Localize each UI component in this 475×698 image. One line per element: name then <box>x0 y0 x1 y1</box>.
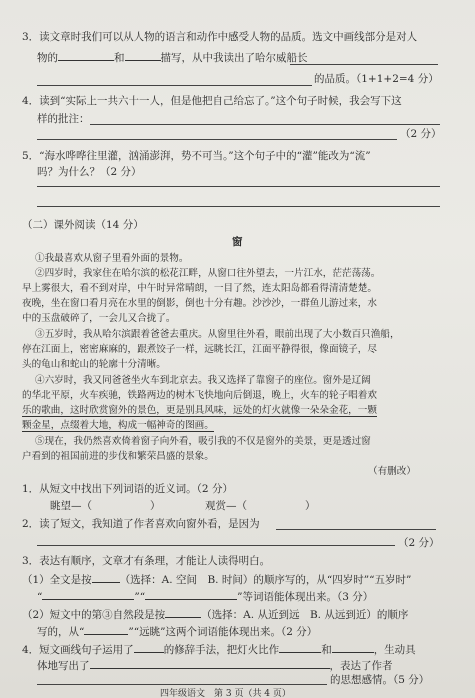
e4-text-f: ，表达了作者 <box>329 660 393 672</box>
e1-word-1 <box>50 498 161 513</box>
e2-score: （2 分） <box>398 537 440 549</box>
e1-word-2-label: 观赏—（ <box>205 500 247 512</box>
e4-blank-compare-1[interactable] <box>279 642 321 653</box>
q4-line-2: 样的批注： <box>37 113 90 125</box>
e4-answer-line[interactable] <box>37 684 327 685</box>
e1-word-2-close: ） <box>305 500 316 512</box>
passage-title: 窗 <box>232 236 243 248</box>
e3-part-1-line-1 <box>22 572 411 587</box>
q3-line-2 <box>37 50 308 65</box>
e4-text-c: 和 <box>321 644 332 656</box>
q5-answer-line-2[interactable] <box>37 206 440 207</box>
e4-text-b: 的修辞手法，把灯火比作 <box>163 644 280 656</box>
q4-answer-line-1[interactable] <box>90 124 440 125</box>
q3-blank-1[interactable] <box>58 50 114 61</box>
e1-prompt: 1．从短文中找出下列词语的近义词。（2 分） <box>22 483 233 495</box>
passage-p4-line-1: ④六岁时，我又同爸爸坐火车到北京去。我又选择了靠窗子的座位。窗外是辽阔 <box>35 375 371 386</box>
e4-text-a: 4．短文画线句子运用了 <box>22 644 134 656</box>
page-footer: 四年级语文 第 3 页（共 4 页） <box>160 689 291 698</box>
q5-line-2: 吗？为什么？（2 分） <box>37 166 142 178</box>
q4-answer-line-2[interactable] <box>37 139 397 140</box>
e3-blank-order[interactable] <box>92 572 120 583</box>
e4-text-e: 体地写出了 <box>37 660 90 672</box>
q3-text-c: 描写，从中我读出了哈尔威船长 <box>160 52 308 64</box>
q5-line-1: 5．“海水哗哗往里灌，汹涌澎湃，势不可当。”这个句子中的“灌”能改为“流” <box>22 150 371 162</box>
e4-line-1 <box>22 642 416 657</box>
e3-blank-word-2[interactable] <box>145 589 237 600</box>
e2-answer-line-2[interactable] <box>37 545 395 546</box>
e3-blank-word-3[interactable] <box>84 624 128 635</box>
q3-line-1: 3．读文章时我们可以从人物的语言和动作中感受人物的品质。选文中画线部分是对人 <box>22 31 418 43</box>
passage-p2-line-2: 早上雾很大，看不到对岸，中午时异常晴朗，一目了然，连太阳岛都看得清清楚楚。 <box>22 283 377 294</box>
q4-score: （2 分） <box>400 128 442 140</box>
e4-line-3: 的思想感情。（5 分） <box>330 674 430 686</box>
q3-text-b: 和 <box>114 52 125 64</box>
passage-p4-line-3: 乐的歌曲，这时欣赏窗外的景色，更是别具风味，远处的灯火就像一朵朵金花，一颗 <box>22 402 377 417</box>
e3-part-1-label: （1）全文是按 <box>22 574 92 586</box>
e4-blank-content[interactable] <box>90 658 330 669</box>
q3-answer-line-1[interactable] <box>290 64 438 65</box>
q3-text-a: 物的 <box>37 52 58 64</box>
e3-part-2-line-1 <box>22 607 408 622</box>
e3-part-2-text: 写的，从“ <box>37 626 85 638</box>
q5-answer-line-1[interactable] <box>37 186 440 187</box>
section-2-title: （二）课外阅读（14 分） <box>22 219 144 231</box>
e1-word-1-close: ） <box>150 500 161 512</box>
passage-p5-line-1: ⑤现在，我仍然喜欢倚着窗子向外看，吸引我的不仅是窗外的美景，更是透过窗 <box>35 436 371 447</box>
e3-blank-sequence[interactable] <box>165 607 201 618</box>
passage-p4-line-4: 颗金星，点缀着大地，构成一幅神奇的图画。 <box>22 417 214 432</box>
e4-text-d: ，生动具 <box>373 644 416 656</box>
passage-p3-line-1: ③五岁时，我从哈尔滨跟着爸爸去重庆。从窗里往外看，眼前出现了大小数百只渔船， <box>35 329 400 340</box>
passage-p3-line-2: 停在江面上，密密麻麻的，跟煮饺子一样，远眺长江，江面平静得很，像面镜子，尽 <box>22 344 377 355</box>
e4-blank-compare-2[interactable] <box>332 642 374 653</box>
e3-part-2-label: （2）短文中的第③自然段是按 <box>22 609 166 621</box>
e3-part-2-tail: ”“远眺”这两个词语能体现出来。（2 分） <box>128 626 318 638</box>
e2-prompt: 2．读了短文，我知道了作者喜欢向窗外看，是因为 <box>22 518 260 530</box>
e4-line-2 <box>37 658 393 673</box>
e1-word-2 <box>205 498 316 513</box>
passage-p1: ①我最喜欢从窗子里看外面的景物。 <box>35 253 189 264</box>
e3-part-1-tail: ”等词语能体现出来。（3 分） <box>237 591 374 603</box>
q4-line-1: 4．读到“实际上一共六十一人，但是他把自己给忘了。”这个句子时候，我会写下这 <box>22 95 402 107</box>
passage-p2-line-3: 夜晚，坐在窗口看月亮在水里的倒影，倒也十分有趣。沙沙沙，一群鱼儿游过来，水 <box>22 298 377 309</box>
e3-part-2-options: （选择：A. 从近到远 B. 从远到近）的顺序 <box>201 609 409 621</box>
e3-quote-mid: ”“ <box>134 591 146 603</box>
e3-part-1-line-2 <box>37 589 373 604</box>
e3-quote-open: “ <box>37 591 43 603</box>
q3-line-3: 的品质。（1+1+2=4 分） <box>314 73 439 85</box>
q3-blank-2[interactable] <box>125 50 161 61</box>
e3-part-1-options: （选择：A. 空间 B. 时间）的顺序写的，从“四岁时”“五岁时” <box>119 574 412 586</box>
e2-answer-line-1[interactable] <box>276 529 436 530</box>
q3-answer-line-2[interactable] <box>37 85 312 86</box>
e3-prompt: 3．表达有顺序，文章才有条理，才能让人读得明白。 <box>22 555 271 567</box>
passage-source-note: （有删改） <box>368 466 416 477</box>
e4-blank-rhetoric[interactable] <box>134 642 164 653</box>
e3-blank-word-1[interactable] <box>42 589 134 600</box>
passage-p2-line-1: ②四岁时，我家住在哈尔滨的松花江畔，从窗口往外望去，一片江水，茫茫荡荡。 <box>35 268 381 279</box>
passage-p4-line-2: 的华北平原，火车疾驰，铁路两边的树木飞快地向后倒退，晚上，火车的轮子唱着欢 <box>22 390 377 401</box>
e1-word-1-label: 眺望—（ <box>50 500 92 512</box>
passage-p3-line-3: 头的龟山和蛇山的轮廓十分清晰。 <box>22 359 166 370</box>
passage-p5-line-2: 户看到的祖国前进的步伐和繁荣昌盛的景象。 <box>22 451 214 462</box>
passage-p2-line-4: 中的玉盘破碎了，一会儿又合拢了。 <box>22 313 176 324</box>
e3-part-2-line-2 <box>37 624 317 639</box>
